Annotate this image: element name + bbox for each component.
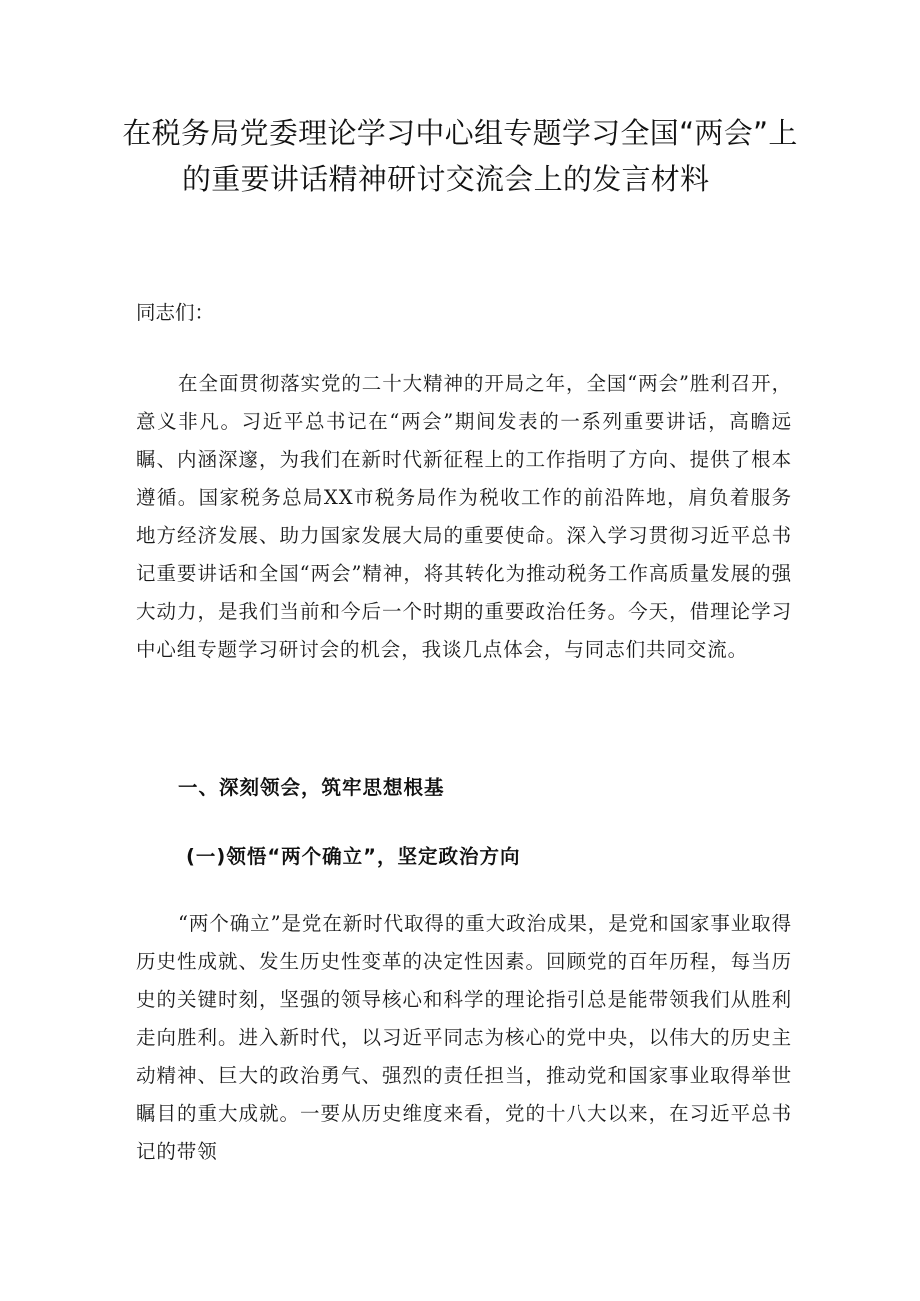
paragraph-two-establishments-text: “两个确立”是党在新时代取得的重大政治成果，是党和国家事业取得历史性成就、发生历史性变革的决定性因素。回顾党的百年历程，每当历史的关键时刻，坚强的领导核心和科学的理论指引总是能带领我们从胜利走向胜利。进入新时代，以习近平同志为核心的党中央，以伟大的历史主动精神、巨大的政治勇气、强烈的责任担当，推动党和国家事业取得举世瞩目的重大成就。一要从历史维度来看，党的十八大以来，在习近平总书记的带领	[136, 912, 792, 1163]
paragraph-intro	[136, 365, 792, 669]
salutation: 同志们：	[136, 301, 215, 324]
title-line-2: 的重要讲话精神研讨交流会上的发言材料	[182, 162, 710, 196]
subsection-heading: (一)领悟“两个确立”，坚定政治方向	[186, 845, 521, 868]
paragraph-two-establishments	[136, 905, 792, 1171]
paragraph-intro-text: 在全面贯彻落实党的二十大精神的开局之年，全国“两会”胜利召开，意义非凡。习近平总书记在“两会”期间发表的一系列重要讲话，高瞻远瞩、内涵深邃，为我们在新时代新征程上的工作指明了方向、提供了根本遵循。国家税务总局XX市税务局作为税收工作的前沿阵地，肩负着服务地方经济发展、助力国家发展大局的重要使命。深入学习贯彻习近平总书记重要讲话和全国“两会”精神，将其转化为推动税务工作高质量发展的强大动力，是我们当前和今后一个时期的重要政治任务。今天，借理论学习中心组专题学习研讨会的机会，我谈几点体会，与同志们共同交流。	[136, 372, 792, 661]
title-line-1: 在税务局党委理论学习中心组专题学习全国“两会”上	[122, 116, 798, 150]
section-heading: 一、深刻领会，筑牢思想根基	[178, 776, 445, 799]
document-title	[90, 110, 830, 202]
